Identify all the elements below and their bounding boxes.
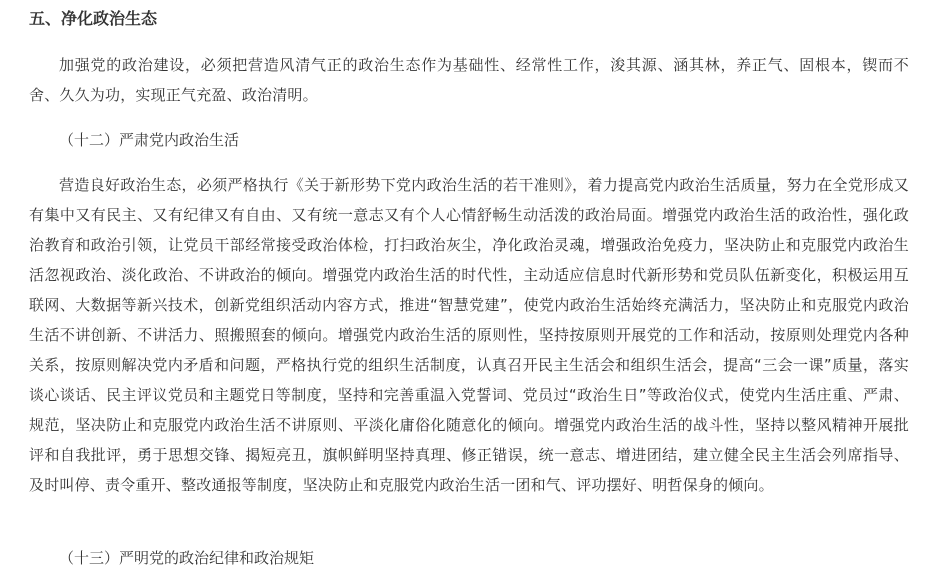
intro-paragraph: 加强党的政治建设，必须把营造风清气正的政治生态作为基础性、经常性工作，浚其源、涵其林，养正气、固根本，锲而不舍、久久为功，实现正气充盈、政治清明。 bbox=[29, 56, 909, 104]
subsection-12-heading: （十二）严肃党内政治生活 bbox=[59, 131, 240, 149]
subsection-12-paragraph: 营造良好政治生态，必须严格执行《关于新形势下党内政治生活的若干准则》，着力提高党内政治生活质量，努力在全党形成又有集中又有民主、又有纪律又有自由、又有统一意志又有个人心情舒畅生动活泼的政治局面。增强党内政治生活的政治性，强化政治教育和政治引领，让党员干部经常接受政治体检，打扫政治灰尘，净化政治灵魂，增强政治免疫力，坚决防止和克服党内政治生活忽视政治、淡化政治、不讲政治的倾向。增强党内政治生活的时代性，主动适应信息时代新形势和党员队伍新变化，积极运用互联网、大数据等新兴技术，创新党组织活动内容方式，推进“智慧党建”，使党内政治生活始终充满活力，坚决防止和克服党内政治生活不讲创新、不讲活力、照搬照套的倾向。增强党内政治生活的原则性，坚持按原则开展党的工作和活动，按原则处理党内各种关系，按原则解决党内矛盾和问题，严格执行党的组织生活制度，认真召开民主生活会和组织生活会，提高“三会一课”质量，落实谈心谈话、民主评议党员和主题党日等制度，坚持和完善重温入党誓词、党员过“政治生日”等政治仪式，使党内生活庄重、严肃、规范，坚决防止和克服党内政治生活不讲原则、平淡化庸俗化随意化的倾向。增强党内政治生活的战斗性，坚持以整风精神开展批评和自我批评，勇于思想交锋、揭短亮丑，旗帜鲜明坚持真理、修正错误，统一意志、增进团结，建立健全民主生活会列席指导、及时叫停、责令重开、整改通报等制度，坚决防止和克服党内政治生活一团和气、评功摆好、明哲保身的倾向。 bbox=[29, 176, 909, 494]
subsection-13-heading: （十三）严明党的政治纪律和政治规矩 bbox=[59, 549, 315, 567]
section-heading: 五、净化政治生态 bbox=[29, 9, 158, 28]
